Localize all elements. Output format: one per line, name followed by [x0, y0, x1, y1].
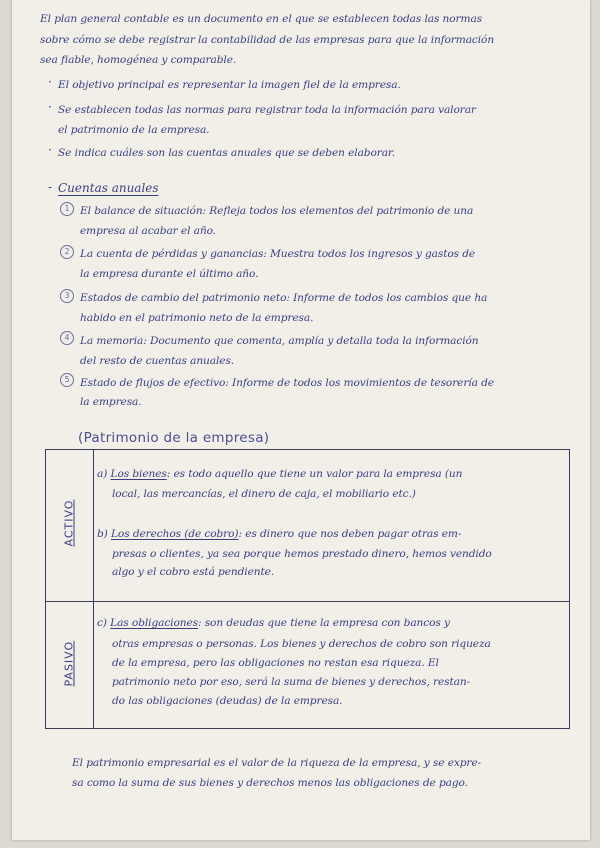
table-row-divider	[45, 601, 570, 602]
obligaciones-line-4: patrimonio neto por eso, será la suma de bienes y derechos, restan-	[112, 676, 471, 688]
derechos-line-2: presas o clientes, ya sea porque hemos prestado dinero, hemos vendido	[112, 548, 492, 560]
bienes-term: Los bienes	[110, 468, 167, 480]
dash-marker: -	[48, 180, 53, 194]
number-circle-1: 1	[60, 202, 74, 216]
derechos-line-3: algo y el cobro está pendiente.	[112, 566, 275, 578]
bienes-text: : es todo aquello que tiene un valor para la empresa (un	[166, 468, 463, 480]
item-2-line-1: La cuenta de pérdidas y ganancias: Muestra todos los ingresos y gastos de	[80, 248, 476, 260]
bienes-line-2: local, las mercancías, el dinero de caja, el mobiliario etc.)	[112, 488, 416, 500]
cuentas-anuales-title: Cuentas anuales	[58, 181, 159, 195]
item-5-line-2: la empresa.	[80, 396, 142, 408]
conclusion-line-2: sa como la suma de sus bienes y derechos menos las obligaciones de pago.	[72, 777, 468, 789]
item-1-line-2: empresa al acabar el año.	[80, 225, 216, 237]
bullet-dot: ·	[48, 143, 52, 157]
bienes-line-1	[97, 468, 462, 480]
bullet-3-line-1: Se indica cuáles son las cuentas anuales que se deben elaborar.	[58, 147, 395, 159]
bullet-1-line-1: El objetivo principal es representar la imagen fiel de la empresa.	[58, 79, 401, 91]
obligaciones-line-1	[97, 617, 450, 629]
obligaciones-line-5: do las obligaciones (deudas) de la empresa.	[112, 695, 343, 707]
number-circle-5: 5	[60, 373, 74, 387]
obligaciones-line-2: otras empresas o personas. Los bienes y derechos de cobro son riqueza	[112, 638, 491, 650]
bullet-2-line-2: el patrimonio de la empresa.	[58, 124, 210, 136]
item-5-line-1: Estado de flujos de efectivo: Informe de todos los movimientos de tesorería de	[80, 377, 494, 389]
item-1-line-1: El balance de situación: Refleja todos los elementos del patrimonio de una	[80, 205, 474, 217]
activo-label: ACTIVO	[62, 499, 76, 547]
obligaciones-prefix: c)	[97, 617, 107, 629]
table-column-divider	[93, 449, 94, 729]
derechos-term: Los derechos (de cobro)	[111, 528, 239, 540]
derechos-text: : es dinero que nos deben pagar otras em-	[238, 528, 462, 540]
item-3-line-2: habido en el patrimonio neto de la empresa.	[80, 312, 314, 324]
derechos-prefix: b)	[97, 528, 108, 540]
bullet-2-line-1: Se establecen todas las normas para registrar toda la información para valorar	[58, 104, 476, 116]
bullet-dot: ·	[48, 100, 52, 114]
pasivo-label: PASIVO	[62, 640, 76, 687]
item-2-line-2: la empresa durante el último año.	[80, 268, 259, 280]
item-4-line-2: del resto de cuentas anuales.	[80, 355, 235, 367]
intro-line-3: sea fiable, homogénea y comparable.	[40, 54, 237, 66]
item-4-line-1: La memoria: Documento que comenta, amplía y detalla toda la información	[80, 335, 479, 347]
bullet-dot: ·	[48, 75, 52, 89]
number-circle-4: 4	[60, 331, 74, 345]
obligaciones-line-3: de la empresa, pero las obligaciones no restan esa riqueza. El	[112, 657, 439, 669]
intro-line-2: sobre cómo se debe registrar la contabilidad de las empresas para que la información	[40, 34, 495, 46]
bienes-prefix: a)	[97, 468, 108, 480]
conclusion-line-1: El patrimonio empresarial es el valor de la riqueza de la empresa, y se expre-	[72, 757, 482, 769]
number-circle-3: 3	[60, 289, 74, 303]
patrimonio-title: (Patrimonio de la empresa)	[78, 430, 270, 446]
item-3-line-1: Estados de cambio del patrimonio neto: Informe de todos los cambios que ha	[80, 292, 488, 304]
obligaciones-text: : son deudas que tiene la empresa con bancos y	[197, 617, 450, 629]
obligaciones-term: Las obligaciones	[110, 617, 198, 629]
number-circle-2: 2	[60, 245, 74, 259]
intro-line-1: El plan general contable es un documento en el que se establecen todas las normas	[40, 13, 483, 25]
derechos-line-1	[97, 528, 461, 540]
